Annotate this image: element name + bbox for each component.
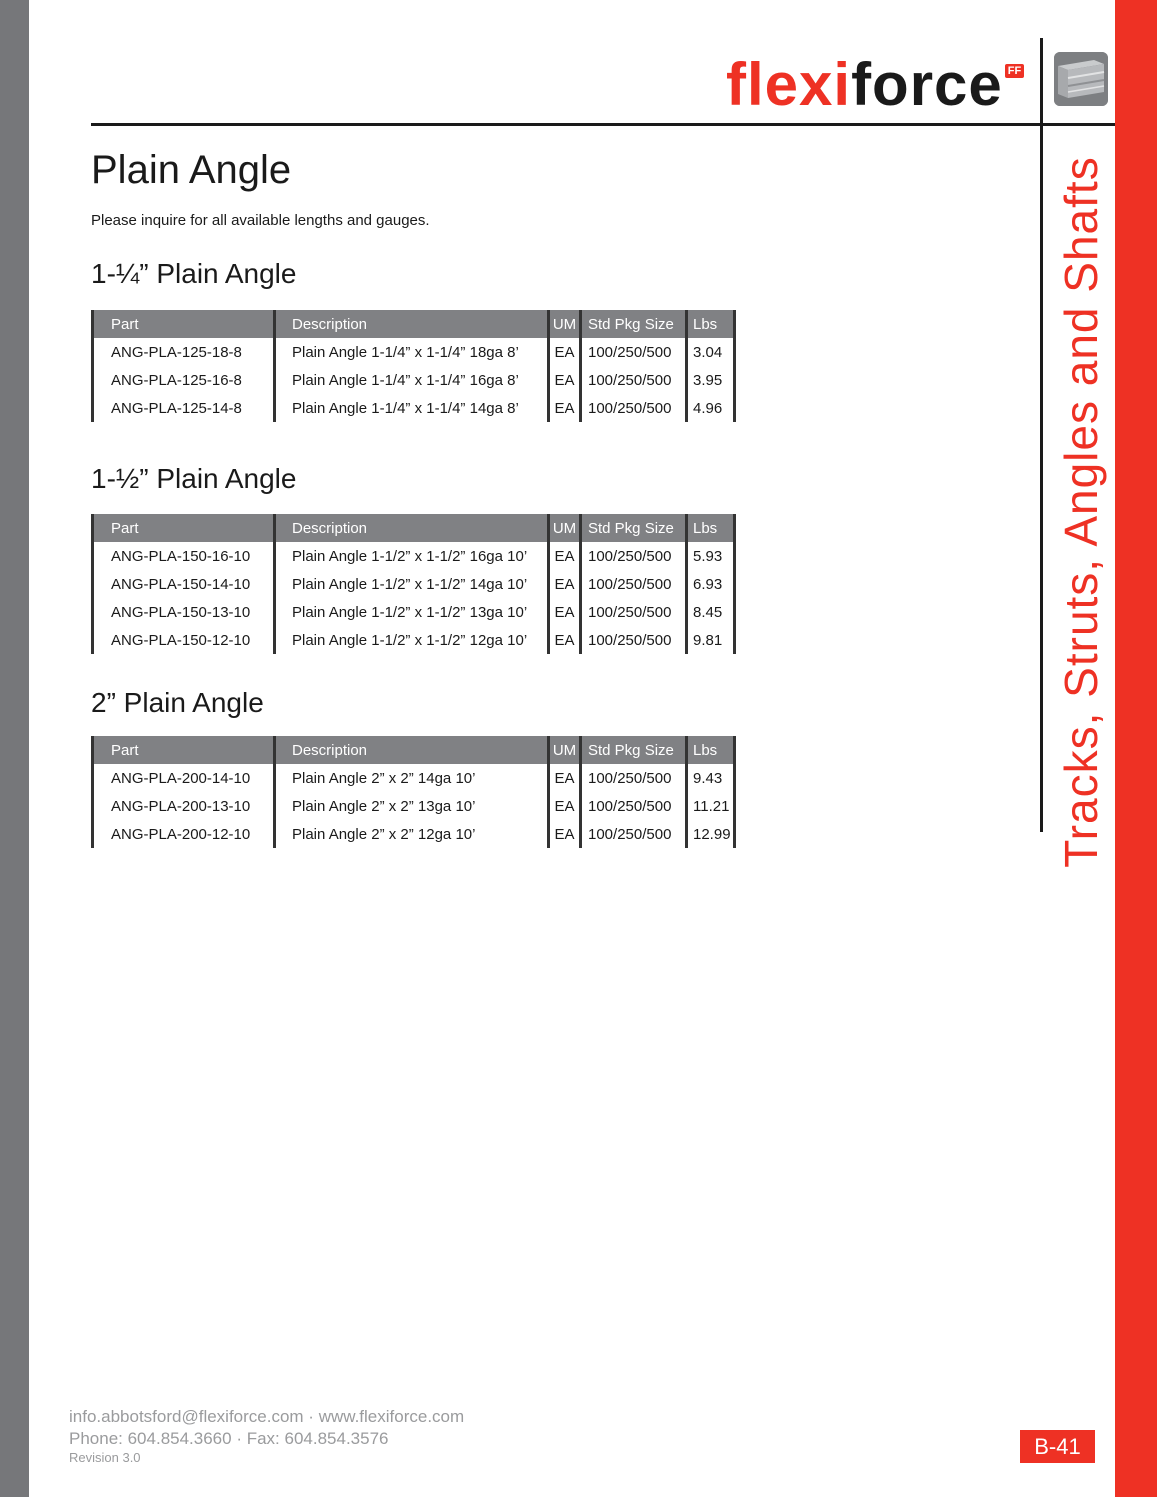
footer	[69, 1406, 464, 1466]
cell-part: ANG-PLA-150-13-10	[93, 598, 275, 626]
section-title: 2” Plain Angle	[91, 687, 264, 718]
cell-part: ANG-PLA-200-13-10	[93, 792, 275, 820]
section-side-title: Tracks, Struts, Angles and Shafts	[1055, 156, 1107, 868]
right-section-bar	[1115, 0, 1157, 1497]
angle-product-icon	[1054, 52, 1108, 106]
header-lbs: Lbs	[687, 736, 735, 764]
cell-description: Plain Angle 1-1/2” x 1-1/2” 13ga 10’	[275, 598, 549, 626]
cell-part: ANG-PLA-150-12-10	[93, 626, 275, 654]
table-header-row	[93, 310, 735, 338]
table-row	[93, 570, 735, 598]
header-um: UM	[549, 310, 581, 338]
cell-description: Plain Angle 1-1/4” x 1-1/4” 16ga 8’	[275, 366, 549, 394]
table-row	[93, 542, 735, 570]
cell-um: EA	[549, 598, 581, 626]
cell-pkg: 100/250/500	[581, 338, 687, 366]
cell-pkg: 100/250/500	[581, 570, 687, 598]
cell-lbs: 3.04	[687, 338, 735, 366]
table-row	[93, 366, 735, 394]
cell-lbs: 9.43	[687, 764, 735, 792]
brand-name-part2: force	[851, 51, 1003, 118]
cell-description: Plain Angle 1-1/2” x 1-1/2” 16ga 10’	[275, 542, 549, 570]
header-pkg: Std Pkg Size	[581, 736, 687, 764]
section-title: 1-½” Plain Angle	[91, 463, 297, 494]
left-margin-bar	[0, 0, 29, 1497]
cell-pkg: 100/250/500	[581, 542, 687, 570]
table-row	[93, 338, 735, 366]
intro-text: Please inquire for all available lengths and gauges.	[91, 212, 430, 229]
header-part: Part	[93, 514, 275, 542]
spec-table	[91, 310, 736, 422]
brand-logo	[726, 52, 1024, 118]
cell-um: EA	[549, 570, 581, 598]
cell-um: EA	[549, 626, 581, 654]
page-title: Plain Angle	[91, 148, 292, 192]
cell-lbs: 5.93	[687, 542, 735, 570]
table-row	[93, 626, 735, 654]
header-pkg: Std Pkg Size	[581, 310, 687, 338]
cell-um: EA	[549, 366, 581, 394]
page-number: B-41	[1020, 1430, 1095, 1463]
header-lbs: Lbs	[687, 514, 735, 542]
table-row	[93, 764, 735, 792]
cell-um: EA	[549, 820, 581, 848]
footer-contact: info.abbotsford@flexiforce.com · www.flexiforce.com	[69, 1407, 465, 1426]
cell-um: EA	[549, 764, 581, 792]
cell-lbs: 9.81	[687, 626, 735, 654]
table-row	[93, 792, 735, 820]
cell-description: Plain Angle 1-1/2” x 1-1/2” 14ga 10’	[275, 570, 549, 598]
footer-phone: Phone: 604.854.3660 · Fax: 604.854.3576	[69, 1429, 389, 1448]
table-header-row	[93, 736, 735, 764]
brand-badge: FF	[1005, 64, 1024, 78]
cell-description: Plain Angle 2” x 2” 14ga 10’	[275, 764, 549, 792]
header-description: Description	[275, 310, 549, 338]
cell-lbs: 11.21	[687, 792, 735, 820]
cell-pkg: 100/250/500	[581, 394, 687, 422]
cell-part: ANG-PLA-150-14-10	[93, 570, 275, 598]
cell-lbs: 12.99	[687, 820, 735, 848]
cell-lbs: 3.95	[687, 366, 735, 394]
cell-um: EA	[549, 338, 581, 366]
cell-pkg: 100/250/500	[581, 366, 687, 394]
cell-lbs: 6.93	[687, 570, 735, 598]
cell-part: ANG-PLA-150-16-10	[93, 542, 275, 570]
cell-part: ANG-PLA-125-16-8	[93, 366, 275, 394]
header-rule	[91, 123, 1115, 126]
cell-part: ANG-PLA-200-12-10	[93, 820, 275, 848]
table-row	[93, 820, 735, 848]
cell-um: EA	[549, 394, 581, 422]
cell-pkg: 100/250/500	[581, 626, 687, 654]
brand-name-part1: flexi	[726, 51, 852, 118]
header-part: Part	[93, 736, 275, 764]
cell-pkg: 100/250/500	[581, 598, 687, 626]
cell-part: ANG-PLA-125-14-8	[93, 394, 275, 422]
cell-lbs: 8.45	[687, 598, 735, 626]
cell-description: Plain Angle 2” x 2” 12ga 10’	[275, 820, 549, 848]
header-part: Part	[93, 310, 275, 338]
header-lbs: Lbs	[687, 310, 735, 338]
cell-description: Plain Angle 1-1/4” x 1-1/4” 14ga 8’	[275, 394, 549, 422]
section-title: 1-¼” Plain Angle	[91, 258, 297, 289]
footer-revision: Revision 3.0	[69, 1450, 141, 1465]
cell-description: Plain Angle 1-1/2” x 1-1/2” 12ga 10’	[275, 626, 549, 654]
spec-table	[91, 514, 736, 654]
header-pkg: Std Pkg Size	[581, 514, 687, 542]
cell-lbs: 4.96	[687, 394, 735, 422]
table-header-row	[93, 514, 735, 542]
spec-table	[91, 736, 736, 848]
table-row	[93, 394, 735, 422]
cell-part: ANG-PLA-125-18-8	[93, 338, 275, 366]
cell-pkg: 100/250/500	[581, 764, 687, 792]
header-description: Description	[275, 736, 549, 764]
cell-um: EA	[549, 542, 581, 570]
cell-description: Plain Angle 2” x 2” 13ga 10’	[275, 792, 549, 820]
cell-part: ANG-PLA-200-14-10	[93, 764, 275, 792]
cell-description: Plain Angle 1-1/4” x 1-1/4” 18ga 8’	[275, 338, 549, 366]
cell-pkg: 100/250/500	[581, 792, 687, 820]
header-um: UM	[549, 514, 581, 542]
table-row	[93, 598, 735, 626]
header-description: Description	[275, 514, 549, 542]
cell-pkg: 100/250/500	[581, 820, 687, 848]
vertical-rule	[1040, 38, 1043, 832]
cell-um: EA	[549, 792, 581, 820]
header-um: UM	[549, 736, 581, 764]
